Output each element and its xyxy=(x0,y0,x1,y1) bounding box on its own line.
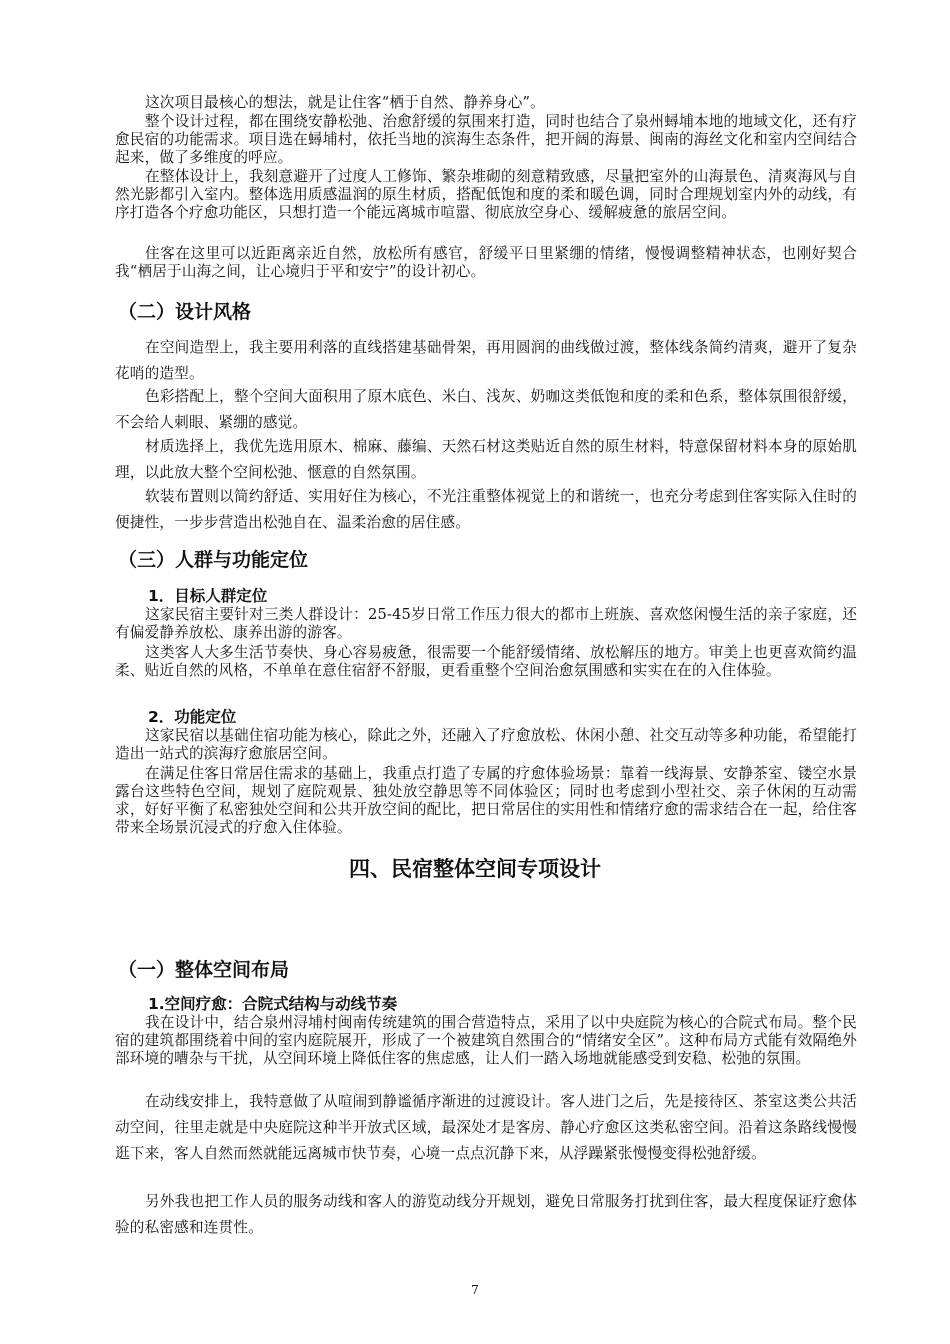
paragraph: 这家民宿主要针对三类人群设计：25-45岁日常工作压力很大的都市上班族、喜欢悠闲慢生活的亲子家庭，还有偏爱静养放松、康养出游的游客。 xyxy=(115,606,857,641)
paragraph: 在空间造型上，我主要用利落的直线搭建基础骨架，再用圆润的曲线做过渡，整体线条简约清爽，避开了复杂花哨的造型。 xyxy=(115,339,857,382)
paragraph: 我在设计中，结合泉州浔埔村闽南传统建筑的围合营造特点，采用了以中央庭院为核心的合院式布局。整个民宿的建筑都围绕着中间的室内庭院展开，形成了一个被建筑自然围合的“情绪安全区”。这种布局方式能有效隔绝外部环境的嘈杂与干扰，从空间环境上降低住客的焦虑感，让人们一踏入场地就能感受到安稳、松弛的氛围。 xyxy=(115,1014,857,1067)
paragraph: 这家民宿以基础住宿功能为核心，除此之外，还融入了疗愈放松、休闲小憩、社交互动等多种功能，希望能打造出一站式的滨海疗愈旅居空间。 xyxy=(115,727,857,762)
paragraph: 住客在这里可以近距离亲近自然，放松所有感官，舒缓平日里紧绷的情绪，慢慢调整精神状态，也刚好契合我“栖居于山海之间，让心境归于平和安宁”的设计初心。 xyxy=(115,245,857,280)
paragraph: 材质选择上，我优先选用原木、棉麻、藤编、天然石材这类贴近自然的原生材料，特意保留材料本身的原始肌理，以此放大整个空间松弛、惬意的自然氛围。 xyxy=(115,438,857,481)
page-number: 7 xyxy=(471,1283,479,1297)
chapter-heading: 四、民宿整体空间专项设计 xyxy=(349,857,601,881)
subsection-heading: 1．目标人群定位 xyxy=(148,587,268,605)
paragraph: 另外我也把工作人员的服务动线和客人的游览动线分开规划，避免日常服务打扰到住客，最大程度保证疗愈体验的私密感和连贯性。 xyxy=(115,1193,857,1236)
paragraph: 软装布置则以简约舒适、实用好住为核心，不光注重整体视觉上的和谐统一，也充分考虑到住客实际入住时的便捷性，一步步营造出松弛自在、温柔治愈的居住感。 xyxy=(115,488,857,531)
paragraph: 在满足住客日常居住需求的基础上，我重点打造了专属的疗愈体验场景：靠着一线海景、安静茶室、镂空水景露台这些特色空间，规划了庭院观景、独处放空静思等不同体验区；同时也考虑到小型社交、亲子休闲的互动需求，好好平衡了私密独处空间和公共开放空间的配比，把日常居住的实用性和情绪疗愈的需求结合在一起，给住客带来全场景沉浸式的疗愈入住体验。 xyxy=(115,765,857,836)
paragraph: 在动线安排上，我特意做了从喧闹到静谧循序渐进的过渡设计。客人进门之后，先是接待区、茶室这类公共活动空间，往里走就是中央庭院这种半开放式区域，最深处才是客房、静心疗愈区这类私密空间。沿着这条路线慢慢逛下来，客人自然而然就能远离城市快节奏，心境一点点沉静下来，从浮躁紧张慢慢变得松弛舒缓。 xyxy=(115,1093,857,1162)
subsection-heading: 1.空间疗愈：合院式结构与动线节奏 xyxy=(148,995,398,1013)
subsection-heading: 2．功能定位 xyxy=(148,708,237,726)
paragraph: 整个设计过程，都在围绕安静松弛、治愈舒缓的氛围来打造，同时也结合了泉州蟳埔本地的地域文化，还有疗愈民宿的功能需求。项目选在蟳埔村，依托当地的滨海生态条件，把开阔的海景、闽南的海丝文化和室内空间结合起来，做了多维度的呼应。 xyxy=(115,113,857,166)
section-heading: （二）设计风格 xyxy=(118,301,252,323)
paragraph: 这类客人大多生活节奏快、身心容易疲惫，很需要一个能舒缓情绪、放松解压的地方。审美上也更喜欢简约温柔、贴近自然的风格，不单单在意住宿舒不舒服，更看重整个空间治愈氛围感和实实在在的入住体验。 xyxy=(115,644,857,679)
paragraph: 在整体设计上，我刻意避开了过度人工修饰、繁杂堆砌的刻意精致感，尽量把室外的山海景色、清爽海风与自然光影都引入室内。整体选用质感温润的原生材质，搭配低饱和度的柔和暖色调，同时合理规划室内外的动线，有序打造各个疗愈功能区，只想打造一个能远离城市喧嚣、彻底放空身心、缓解疲惫的旅居空间。 xyxy=(115,168,857,221)
paragraph: 色彩搭配上，整个空间大面积用了原木底色、米白、浅灰、奶咖这类低饱和度的柔和色系，整体氛围很舒缓，不会给人刺眼、紧绷的感觉。 xyxy=(115,388,857,431)
paragraph: 这次项目最核心的想法，就是让住客“栖于自然、静养身心”。 xyxy=(145,94,545,111)
section-heading: （三）人群与功能定位 xyxy=(118,549,309,571)
section-heading: （一）整体空间布局 xyxy=(118,959,290,981)
